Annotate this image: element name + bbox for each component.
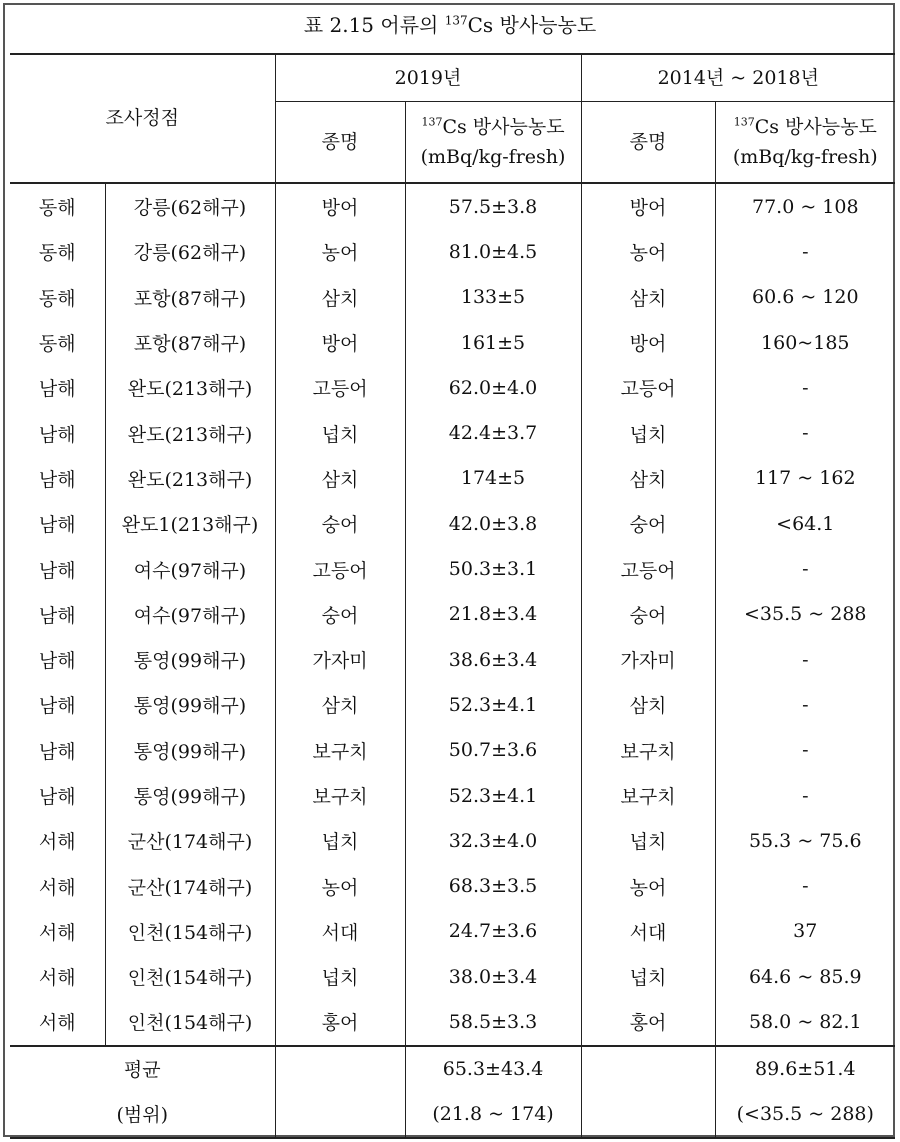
cell-sea: 남해 bbox=[38, 468, 76, 491]
cell-sea: 남해 bbox=[38, 650, 76, 673]
cell-conc-past: 60.6 ~ 120 bbox=[715, 275, 895, 320]
header-conc-2019: $^{137}$Cs 방사능농도 (mBq/kg-fresh) bbox=[405, 102, 581, 184]
cell-species-past: 보구치 bbox=[581, 728, 715, 773]
cell-conc-2019: 42.4±3.7 bbox=[405, 410, 581, 455]
cell-species-2019: 방어 bbox=[275, 183, 405, 229]
cell-site: 포항(87해구) bbox=[105, 275, 275, 320]
cell-conc-past: - bbox=[715, 365, 895, 410]
cell-sea: 남해 bbox=[38, 604, 76, 627]
header-2014-2018: 2014년 ~ 2018년 bbox=[581, 54, 895, 102]
cell-site: 완도(213해구) bbox=[105, 410, 275, 455]
table-row bbox=[10, 275, 895, 320]
cell-sea: 남해 bbox=[38, 786, 76, 808]
header-species-past: 종명 bbox=[581, 102, 715, 184]
table-row bbox=[10, 410, 895, 455]
summary-range-2019: (21.8 ~ 174) bbox=[405, 1091, 581, 1138]
table-row bbox=[10, 728, 895, 773]
table-row bbox=[10, 501, 895, 546]
summary-empty bbox=[275, 1091, 405, 1138]
cell-sea: 서해 bbox=[38, 876, 76, 899]
table-row bbox=[10, 546, 895, 591]
cell-sea: 동해 bbox=[38, 197, 76, 220]
cell-species-2019: 숭어 bbox=[275, 501, 405, 546]
table-row bbox=[10, 320, 895, 365]
cell-species-2019: 홍어 bbox=[275, 999, 405, 1045]
cell-site: 완도(213해구) bbox=[105, 365, 275, 410]
cell-conc-past: - bbox=[715, 682, 895, 727]
cell-site: 통영(99해구) bbox=[105, 682, 275, 727]
table-row bbox=[10, 592, 895, 637]
cell-species-2019: 고등어 bbox=[275, 365, 405, 410]
cell-sea: 남해 bbox=[38, 559, 76, 582]
cell-conc-2019: 38.0±3.4 bbox=[405, 954, 581, 999]
cell-species-past: 고등어 bbox=[581, 546, 715, 591]
cell-conc-2019: 68.3±3.5 bbox=[405, 863, 581, 908]
cell-sea: 서해 bbox=[38, 921, 76, 944]
header-site: 조사정점 bbox=[10, 54, 275, 183]
cell-site: 통영(99해구) bbox=[105, 773, 275, 818]
cell-conc-2019: 62.0±4.0 bbox=[405, 365, 581, 410]
cell-species-past: 숭어 bbox=[581, 501, 715, 546]
table-row bbox=[10, 954, 895, 999]
summary-avg-2019: 65.3±43.4 bbox=[405, 1046, 581, 1091]
cell-species-2019: 삼치 bbox=[275, 682, 405, 727]
cell-conc-past: 58.0 ~ 82.1 bbox=[715, 999, 895, 1045]
cell-site: 완도1(213해구) bbox=[105, 501, 275, 546]
cell-species-2019: 숭어 bbox=[275, 592, 405, 637]
cell-species-2019: 삼치 bbox=[275, 275, 405, 320]
cell-conc-past: - bbox=[715, 546, 895, 591]
cell-species-past: 방어 bbox=[581, 183, 715, 229]
cell-species-2019: 넙치 bbox=[275, 410, 405, 455]
cell-site: 완도(213해구) bbox=[105, 456, 275, 501]
header-row-periods bbox=[10, 54, 895, 102]
cell-conc-past: - bbox=[715, 229, 895, 274]
cell-conc-2019: 32.3±4.0 bbox=[405, 818, 581, 863]
cell-conc-2019: 50.3±3.1 bbox=[405, 546, 581, 591]
cell-conc-2019: 133±5 bbox=[405, 275, 581, 320]
cell-sea: 동해 bbox=[38, 333, 76, 356]
cell-site: 여수(97해구) bbox=[105, 592, 275, 637]
cell-sea: 서해 bbox=[38, 967, 76, 990]
cell-conc-2019: 57.5±3.8 bbox=[405, 183, 581, 229]
cell-site: 포항(87해구) bbox=[105, 320, 275, 365]
cell-species-2019: 보구치 bbox=[275, 773, 405, 818]
cell-species-past: 가자미 bbox=[581, 637, 715, 682]
cell-species-2019: 넙치 bbox=[275, 954, 405, 999]
table-row bbox=[10, 773, 895, 818]
cell-conc-2019: 52.3±4.1 bbox=[405, 773, 581, 818]
cell-conc-2019: 174±5 bbox=[405, 456, 581, 501]
cell-species-past: 삼치 bbox=[581, 456, 715, 501]
table-row bbox=[10, 999, 895, 1045]
cell-species-past: 고등어 bbox=[581, 365, 715, 410]
table-row bbox=[10, 818, 895, 863]
summary-empty bbox=[581, 1091, 715, 1138]
cell-conc-2019: 81.0±4.5 bbox=[405, 229, 581, 274]
cell-conc-past: 64.6 ~ 85.9 bbox=[715, 954, 895, 999]
cell-site: 군산(174해구) bbox=[105, 818, 275, 863]
cell-species-past: 삼치 bbox=[581, 275, 715, 320]
cell-species-2019: 보구치 bbox=[275, 728, 405, 773]
summary-empty bbox=[581, 1046, 715, 1091]
cell-conc-2019: 24.7±3.6 bbox=[405, 909, 581, 954]
cell-sea: 남해 bbox=[38, 695, 76, 718]
cell-site: 강릉(62해구) bbox=[105, 183, 275, 229]
cell-sea: 서해 bbox=[38, 831, 76, 854]
table-row bbox=[10, 682, 895, 727]
header-2019: 2019년 bbox=[275, 54, 581, 102]
cell-site: 강릉(62해구) bbox=[105, 229, 275, 274]
cell-conc-past: 117 ~ 162 bbox=[715, 456, 895, 501]
summary-range-label: (범위) bbox=[10, 1091, 275, 1138]
cell-species-past: 넙치 bbox=[581, 954, 715, 999]
cell-species-past: 농어 bbox=[581, 229, 715, 274]
summary-range-past: (<35.5 ~ 288) bbox=[715, 1091, 895, 1138]
cell-species-2019: 농어 bbox=[275, 229, 405, 274]
cell-site: 인천(154해구) bbox=[105, 909, 275, 954]
cell-sea: 남해 bbox=[38, 514, 76, 537]
cell-site: 군산(174해구) bbox=[105, 863, 275, 908]
cell-species-2019: 삼치 bbox=[275, 456, 405, 501]
cell-conc-past: 55.3 ~ 75.6 bbox=[715, 818, 895, 863]
table-row bbox=[10, 637, 895, 682]
cell-sea: 서해 bbox=[38, 1012, 76, 1035]
cell-species-2019: 가자미 bbox=[275, 637, 405, 682]
cs137-fish-table bbox=[10, 53, 895, 1139]
cell-species-past: 서대 bbox=[581, 909, 715, 954]
cell-species-past: 농어 bbox=[581, 863, 715, 908]
table-row bbox=[10, 909, 895, 954]
cell-species-past: 홍어 bbox=[581, 999, 715, 1045]
table-row bbox=[10, 365, 895, 410]
cell-species-past: 넙치 bbox=[581, 410, 715, 455]
summary-avg-row bbox=[10, 1046, 895, 1091]
cell-conc-past: - bbox=[715, 410, 895, 455]
summary-avg-label: 평균 bbox=[10, 1046, 275, 1091]
cell-conc-past: <35.5 ~ 288 bbox=[715, 592, 895, 637]
cell-species-2019: 고등어 bbox=[275, 546, 405, 591]
cell-sea: 남해 bbox=[38, 378, 76, 401]
summary-avg-past: 89.6±51.4 bbox=[715, 1046, 895, 1091]
header-conc-past: $^{137}$Cs 방사능농도 (mBq/kg-fresh) bbox=[715, 102, 895, 184]
cell-sea: 남해 bbox=[38, 423, 76, 446]
table-row bbox=[10, 229, 895, 274]
table-row bbox=[10, 456, 895, 501]
cell-sea: 남해 bbox=[38, 740, 76, 763]
cell-conc-2019: 58.5±3.3 bbox=[405, 999, 581, 1045]
summary-range-row bbox=[10, 1091, 895, 1138]
cell-conc-2019: 50.7±3.6 bbox=[405, 728, 581, 773]
cell-species-2019: 농어 bbox=[275, 863, 405, 908]
cell-site: 통영(99해구) bbox=[105, 728, 275, 773]
table-title: 표 2.15 어류의 $^{137}$Cs 방사능농도 bbox=[303, 13, 597, 37]
cell-conc-past: - bbox=[715, 637, 895, 682]
cell-conc-past: - bbox=[715, 863, 895, 908]
cell-species-past: 숭어 bbox=[581, 592, 715, 637]
cell-sea: 동해 bbox=[38, 287, 76, 310]
cell-species-2019: 넙치 bbox=[275, 818, 405, 863]
cell-conc-past: 77.0 ~ 108 bbox=[715, 183, 895, 229]
cell-conc-past: - bbox=[715, 728, 895, 773]
cell-species-2019: 방어 bbox=[275, 320, 405, 365]
cell-conc-2019: 42.0±3.8 bbox=[405, 501, 581, 546]
cell-conc-2019: 38.6±3.4 bbox=[405, 637, 581, 682]
summary-empty bbox=[275, 1046, 405, 1091]
cell-species-past: 보구치 bbox=[581, 773, 715, 818]
cell-site: 인천(154해구) bbox=[105, 954, 275, 999]
cell-conc-past: <64.1 bbox=[715, 501, 895, 546]
cell-sea: 동해 bbox=[38, 242, 76, 265]
table-row bbox=[10, 183, 895, 229]
cell-site: 인천(154해구) bbox=[105, 999, 275, 1045]
cell-conc-past: - bbox=[715, 773, 895, 818]
cell-species-past: 삼치 bbox=[581, 682, 715, 727]
cell-conc-2019: 21.8±3.4 bbox=[405, 592, 581, 637]
cell-conc-2019: 161±5 bbox=[405, 320, 581, 365]
cell-species-2019: 서대 bbox=[275, 909, 405, 954]
cell-conc-2019: 52.3±4.1 bbox=[405, 682, 581, 727]
header-species-2019: 종명 bbox=[275, 102, 405, 184]
table-body bbox=[10, 183, 895, 1046]
cell-species-past: 넙치 bbox=[581, 818, 715, 863]
cell-conc-past: 160~185 bbox=[715, 320, 895, 365]
cell-conc-past: 37 bbox=[715, 909, 895, 954]
table-row bbox=[10, 863, 895, 908]
cell-site: 통영(99해구) bbox=[105, 637, 275, 682]
cell-species-past: 방어 bbox=[581, 320, 715, 365]
cell-site: 여수(97해구) bbox=[105, 546, 275, 591]
